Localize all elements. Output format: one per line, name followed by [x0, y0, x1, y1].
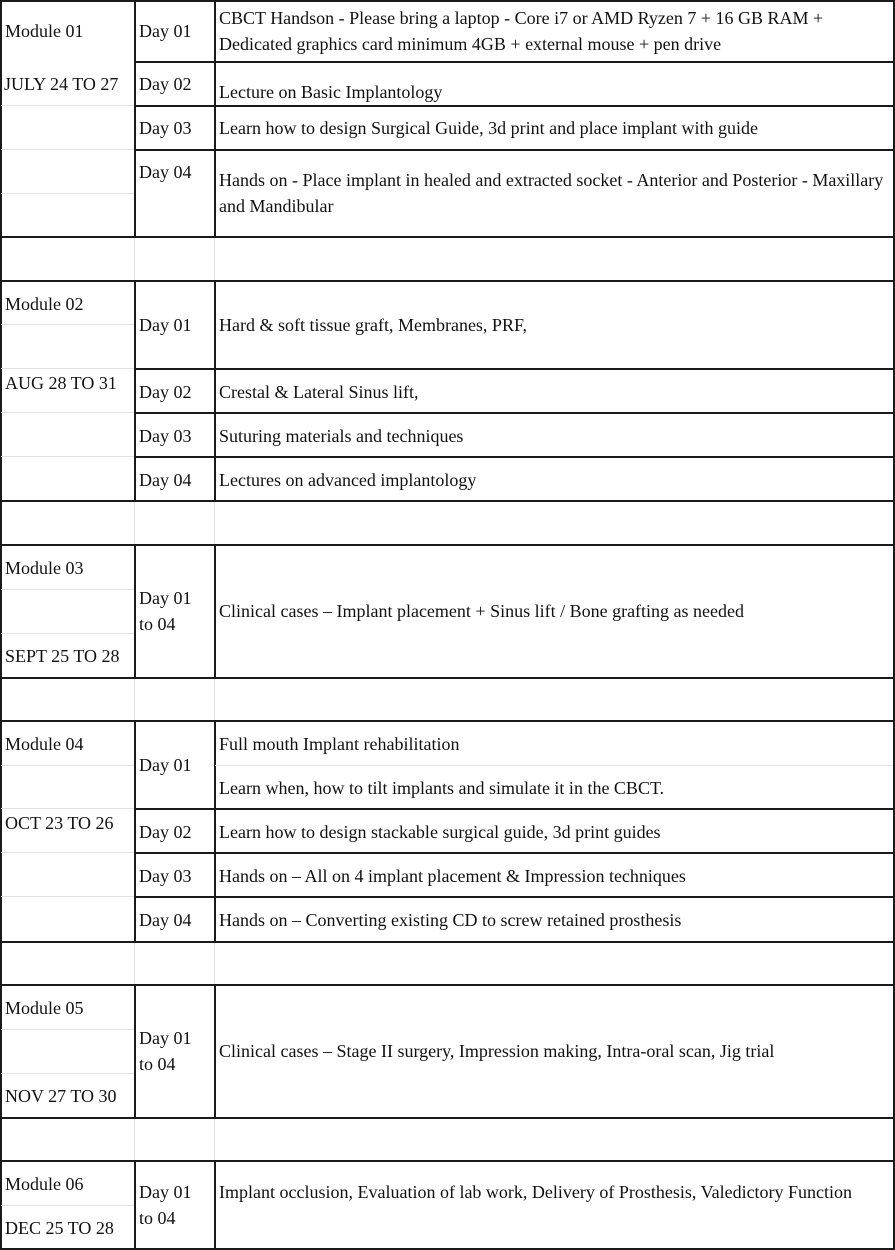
- grid-line: [0, 984, 895, 986]
- day-description: Suturing materials and techniques: [219, 426, 464, 446]
- module-dates: DEC 25 TO 28: [5, 1218, 114, 1238]
- grid-line: [214, 281, 216, 501]
- module-dates: JULY 24 TO 27: [4, 74, 119, 94]
- grid-line: [134, 943, 135, 985]
- module-name: Module 06: [5, 1174, 84, 1194]
- grid-line: [215, 765, 893, 766]
- module-dates: SEPT 25 TO 28: [5, 646, 120, 666]
- day-label: Day 03: [139, 426, 192, 446]
- grid-line: [0, 0, 2, 1250]
- day-description: Hands on – All on 4 implant placement & Impression techniques: [219, 866, 686, 886]
- module-dates: AUG 28 TO 31: [5, 373, 117, 393]
- grid-line: [1, 324, 134, 325]
- day-label: Day 02: [139, 74, 192, 94]
- module-dates: OCT 23 TO 26: [5, 813, 114, 833]
- grid-line: [134, 1119, 135, 1161]
- grid-line: [134, 545, 136, 678]
- grid-line: [135, 61, 895, 63]
- day-description: Clinical cases – Implant placement + Sinus lift / Bone grafting as needed: [219, 601, 745, 621]
- day-label: Day 02: [139, 382, 192, 402]
- grid-line: [135, 412, 895, 414]
- grid-line: [135, 808, 895, 810]
- grid-line: [0, 236, 895, 238]
- grid-line: [214, 1119, 215, 1161]
- grid-line: [214, 502, 215, 544]
- grid-line: [0, 500, 895, 502]
- day-label: Day 03: [139, 118, 192, 138]
- grid-line: [0, 1117, 895, 1119]
- day-label: Day 01 to 04: [139, 1182, 192, 1228]
- grid-line: [1, 808, 134, 809]
- module-name: Module 05: [5, 998, 84, 1018]
- day-label: Day 04: [139, 162, 192, 182]
- day-description: Lectures on advanced implantology: [219, 470, 477, 490]
- grid-line: [1, 368, 134, 369]
- day-label: Day 01: [139, 315, 192, 335]
- day-description: Lecture on Basic Implantology: [219, 82, 443, 102]
- module-name: Module 01: [5, 21, 84, 41]
- grid-line: [134, 238, 135, 280]
- module-name: Module 02: [5, 294, 84, 314]
- grid-line: [1, 412, 134, 413]
- grid-line: [0, 280, 895, 282]
- grid-line: [0, 677, 895, 679]
- grid-line: [214, 943, 215, 985]
- day-label: Day 04: [139, 470, 192, 490]
- day-label: Day 02: [139, 822, 192, 842]
- grid-line: [1, 1029, 134, 1030]
- day-description: Learn how to design Surgical Guide, 3d print and place implant with guide: [219, 118, 759, 138]
- grid-line: [0, 0, 895, 2]
- day-label: Day 01 to 04: [139, 588, 192, 634]
- grid-line: [214, 238, 215, 280]
- grid-line: [214, 0, 216, 237]
- day-description: Learn when, how to tilt implants and simulate it in the CBCT.: [219, 778, 665, 798]
- day-label: Day 01 to 04: [139, 1028, 192, 1074]
- grid-line: [1, 896, 134, 897]
- grid-line: [0, 720, 895, 722]
- grid-line: [214, 679, 215, 721]
- grid-line: [214, 721, 216, 942]
- day-label: Day 01: [139, 21, 192, 41]
- day-description: Clinical cases – Stage II surgery, Impression making, Intra-oral scan, Jig trial: [219, 1041, 775, 1061]
- day-label: Day 03: [139, 866, 192, 886]
- day-description: CBCT Handson - Please bring a laptop - Core i7 or AMD Ryzen 7 + 16 GB RAM + Dedicated graphics card minimum 4GB + external mouse + pen drive: [219, 8, 824, 54]
- grid-line: [1, 852, 134, 853]
- day-label: Day 01: [139, 755, 192, 775]
- grid-line: [1, 149, 134, 150]
- day-description: Learn how to design stackable surgical guide, 3d print guides: [219, 822, 661, 842]
- grid-line: [134, 502, 135, 544]
- module-name: Module 04: [5, 734, 84, 754]
- grid-line: [135, 456, 895, 458]
- grid-line: [1, 1205, 134, 1206]
- grid-line: [135, 368, 895, 370]
- grid-line: [0, 941, 895, 943]
- grid-line: [1, 1073, 134, 1074]
- grid-line: [0, 544, 895, 546]
- grid-line: [135, 105, 895, 107]
- grid-line: [1, 105, 134, 106]
- grid-line: [134, 985, 136, 1118]
- grid-line: [135, 852, 895, 854]
- grid-line: [134, 721, 136, 942]
- day-description: Hands on - Place implant in healed and extracted socket - Anterior and Posterior - Maxillary and Mandibular: [219, 170, 884, 216]
- grid-line: [1, 589, 134, 590]
- grid-line: [1, 765, 134, 766]
- grid-line: [134, 1161, 136, 1250]
- grid-line: [214, 1161, 216, 1250]
- grid-line: [1, 456, 134, 457]
- grid-line: [1, 633, 134, 634]
- grid-line: [135, 896, 895, 898]
- grid-line: [134, 281, 136, 501]
- grid-line: [134, 679, 135, 721]
- module-dates: NOV 27 TO 30: [5, 1086, 117, 1106]
- grid-line: [1, 193, 134, 194]
- day-description: Crestal & Lateral Sinus lift,: [219, 382, 419, 402]
- grid-line: [134, 0, 136, 237]
- day-description: Hands on – Converting existing CD to screw retained prosthesis: [219, 910, 682, 930]
- grid-line: [135, 149, 895, 151]
- grid-line: [0, 1160, 895, 1162]
- day-description: Implant occlusion, Evaluation of lab work, Delivery of Prosthesis, Valedictory Function: [219, 1182, 853, 1202]
- day-label: Day 04: [139, 910, 192, 930]
- grid-line: [214, 985, 216, 1118]
- day-description: Full mouth Implant rehabilitation: [219, 734, 460, 754]
- grid-line: [214, 545, 216, 678]
- day-description: Hard & soft tissue graft, Membranes, PRF,: [219, 315, 528, 335]
- module-name: Module 03: [5, 558, 84, 578]
